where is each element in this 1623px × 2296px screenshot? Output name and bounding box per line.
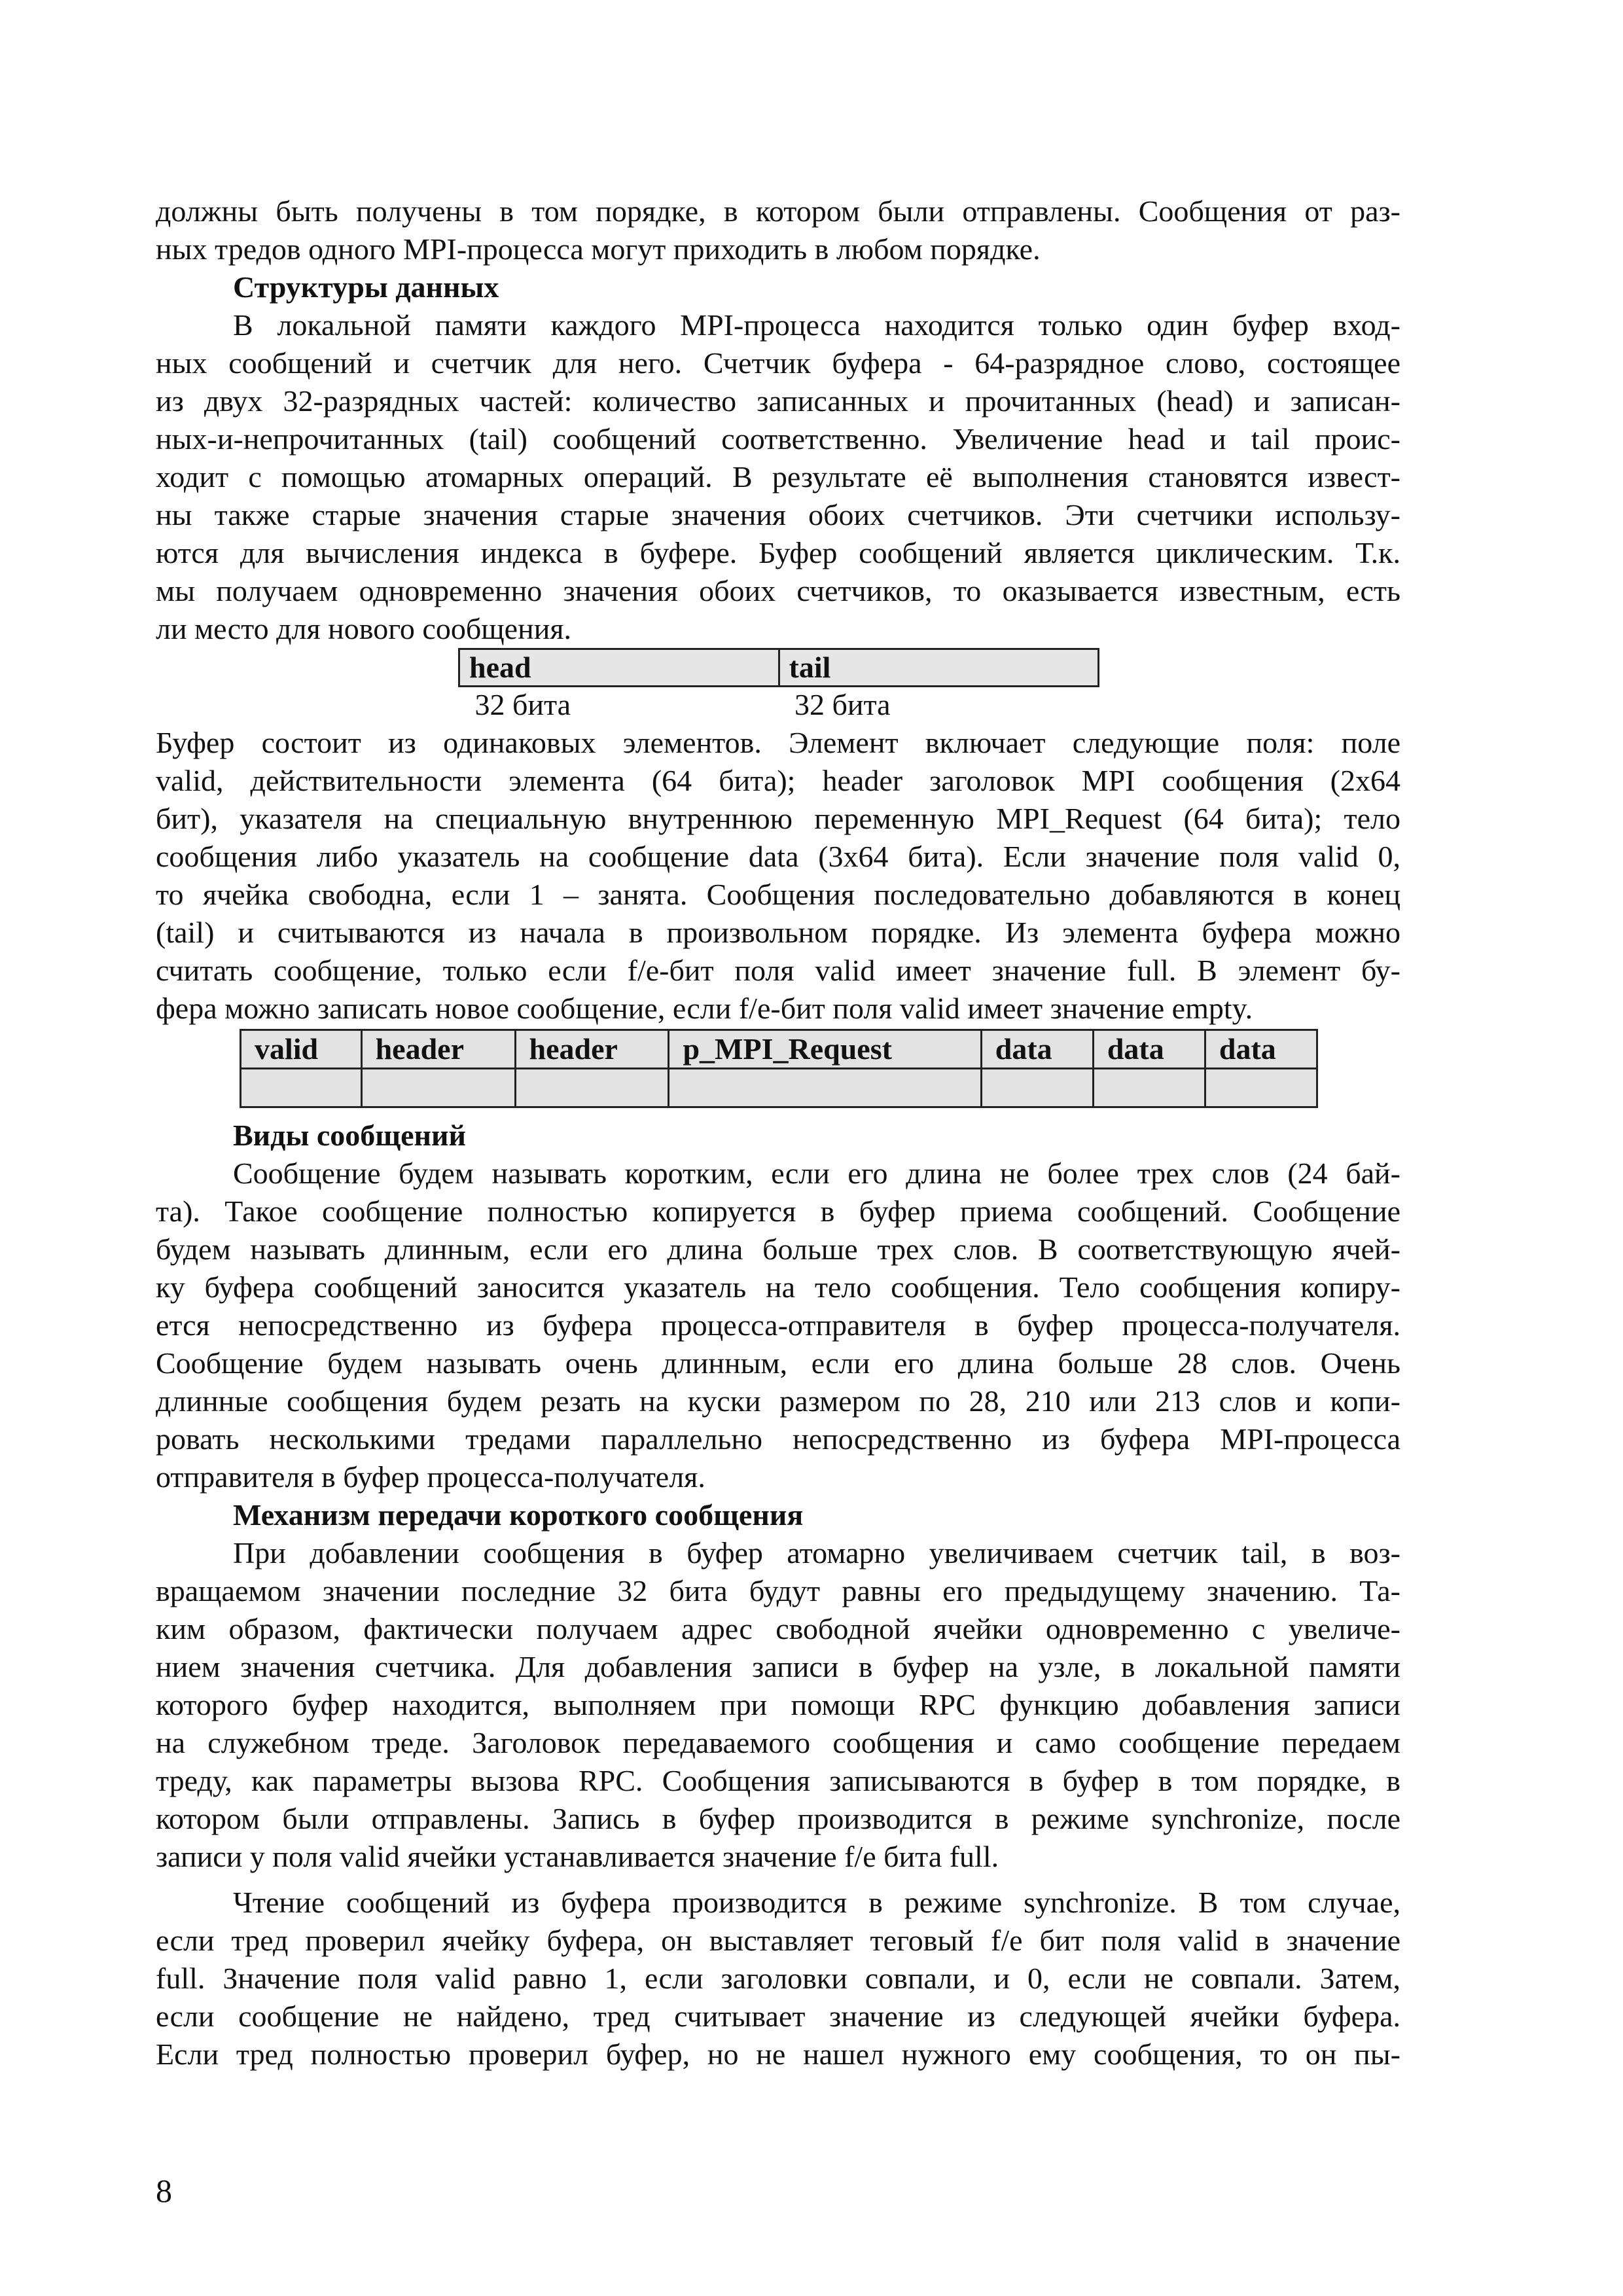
table-cell xyxy=(669,1069,981,1107)
text-line: ны также старые значения старые значения обоих счетчиков. Эти счетчики использу- xyxy=(156,498,1400,531)
counter-header-head: head xyxy=(459,649,779,687)
text-line: бит), указателя на специальную внутреннюю переменную MPI_Request (64 бита); тело xyxy=(156,802,1400,835)
text-line: считать сообщение, только если f/e-бит поля valid имеет значение full. В элемент бу- xyxy=(156,954,1400,987)
text-line: на служебном треде. Заголовок передаваемого сообщения и само сообщение передаем xyxy=(156,1726,1400,1759)
table-cell xyxy=(515,1069,669,1107)
text-line: мы получаем одновременно значения обоих счетчиков, то оказывается известным, есть xyxy=(156,574,1400,607)
text-line: (tail) и считываются из начала в произвольном порядке. Из элемента буфера можно xyxy=(156,916,1400,949)
text-line: из двух 32-разрядных частей: количество записанных и прочитанных (head) и записан- xyxy=(156,384,1400,418)
text-line: должны быть получены в том порядке, в котором были отправлены. Сообщения от раз- xyxy=(156,194,1400,228)
element-header-header: header xyxy=(515,1030,669,1069)
element-header-valid: valid xyxy=(241,1030,362,1069)
element-header-header: header xyxy=(361,1030,515,1069)
text-line: треду, как параметры вызова RPC. Сообщения записываются в буфер в том порядке, в xyxy=(156,1764,1400,1797)
text-line: Сообщение будем называть очень длинным, если его длина больше 28 слов. Очень xyxy=(156,1346,1400,1380)
text-line: если тред проверил ячейку буфера, он выставляет теговый f/e бит поля valid в значение xyxy=(156,1924,1400,1957)
text-line: Буфер состоит из одинаковых элементов. Элемент включает следующие поля: поле xyxy=(156,726,1400,759)
text-line: ются для вычисления индекса в буфере. Буфер сообщений является циклическим. Т.к. xyxy=(156,536,1400,569)
table-cell xyxy=(241,1069,362,1107)
text-line: В локальной памяти каждого MPI-процесса находится только один буфер вход- xyxy=(233,308,1400,342)
buffer-counter-table xyxy=(458,648,1099,723)
element-header-data: data xyxy=(981,1030,1093,1069)
text-line: full. Значение поля valid равно 1, если заголовки совпали, и 0, если не совпали. Затем, xyxy=(156,1962,1400,1995)
counter-header-tail: tail xyxy=(779,649,1099,687)
text-line: нием значения счетчика. Для добавления записи в буфер на узле, в локальной памяти xyxy=(156,1650,1400,1683)
counter-value-head: 32 бита xyxy=(474,688,571,721)
text-line: ных-и-непрочитанных (tail) сообщений соответственно. Увеличение head и tail проис- xyxy=(156,422,1400,456)
text-line: то ячейка свободна, если 1 – занята. Сообщения последовательно добавляются в конец xyxy=(156,878,1400,911)
text-line: длинные сообщения будем резать на куски размером по 28, 210 или 213 слов и копи- xyxy=(156,1384,1400,1418)
text-line: фера можно записать новое сообщение, если f/e-бит поля valid имеет значение empty. xyxy=(156,992,1253,1025)
table-cell xyxy=(981,1069,1093,1107)
element-header-p-mpi-request: p_MPI_Request xyxy=(669,1030,981,1069)
text-line: ходит с помощью атомарных операций. В результате её выполнения становятся извест- xyxy=(156,460,1400,493)
table-cell xyxy=(361,1069,515,1107)
text-line: ровать несколькими тредами параллельно непосредственно из буфера MPI-процесса xyxy=(156,1422,1400,1456)
text-line: та). Такое сообщение полностью копируется в буфер приема сообщений. Сообщение xyxy=(156,1194,1400,1228)
table-cell xyxy=(1205,1069,1317,1107)
counter-value-tail: 32 бита xyxy=(794,688,891,721)
text-line: valid, действительности элемента (64 бита); header заголовок MPI сообщения (2х64 xyxy=(156,764,1400,797)
text-line: ку буфера сообщений заносится указатель на тело сообщения. Тело сообщения копиру- xyxy=(156,1270,1400,1304)
element-empty-row xyxy=(241,1069,1317,1107)
text-line: Чтение сообщений из буфера производится в режиме synchronize. В том случае, xyxy=(233,1886,1400,1919)
page-number: 8 xyxy=(156,2172,172,2209)
buffer-element-table xyxy=(240,1029,1318,1108)
text-line: записи у поля valid ячейки устанавливается значение f/e бита full. xyxy=(156,1840,999,1873)
text-line: которого буфер находится, выполняем при помощи RPC функцию добавления записи xyxy=(156,1688,1400,1721)
text-line: Если тред полностью проверил буфер, но не нашел нужного ему сообщения, то он пы- xyxy=(156,2037,1400,2071)
element-header-data: data xyxy=(1205,1030,1317,1069)
element-header-data: data xyxy=(1093,1030,1205,1069)
section-heading: Механизм передачи короткого сообщения xyxy=(233,1498,804,1532)
text-line: ных сообщений и счетчик для него. Счетчик буфера - 64-разрядное слово, состоящее xyxy=(156,346,1400,380)
text-line: Сообщение будем называть коротким, если его длина не более трех слов (24 бай- xyxy=(233,1157,1400,1190)
section-heading: Структуры данных xyxy=(233,270,499,304)
table-cell xyxy=(1093,1069,1205,1107)
text-line: ли место для нового сообщения. xyxy=(156,612,571,645)
text-line: ким образом, фактически получаем адрес свободной ячейки одновременно с увеличе- xyxy=(156,1612,1400,1645)
text-line: будем называть длинным, если его длина больше трех слов. В соответствующую ячей- xyxy=(156,1232,1400,1266)
section-heading: Виды сообщений xyxy=(233,1119,467,1152)
text-line: При добавлении сообщения в буфер атомарно увеличиваем счетчик tail, в воз- xyxy=(233,1536,1400,1570)
text-line: котором были отправлены. Запись в буфер производится в режиме synchronize, после xyxy=(156,1802,1400,1835)
text-line: сообщения либо указатель на сообщение data (3х64 бита). Если значение поля valid 0, xyxy=(156,840,1400,873)
text-line: если сообщение не найдено, тред считывает значение из следующей ячейки буфера. xyxy=(156,2000,1400,2033)
text-line: ных тредов одного MPI-процесса могут приходить в любом порядке. xyxy=(156,232,1041,266)
text-line: вращаемом значении последние 32 бита будут равны его предыдущему значению. Та- xyxy=(156,1574,1400,1607)
text-line: отправителя в буфер процесса-получателя. xyxy=(156,1460,705,1494)
text-line: ется непосредственно из буфера процесса-отправителя в буфер процесса-получателя. xyxy=(156,1308,1400,1342)
